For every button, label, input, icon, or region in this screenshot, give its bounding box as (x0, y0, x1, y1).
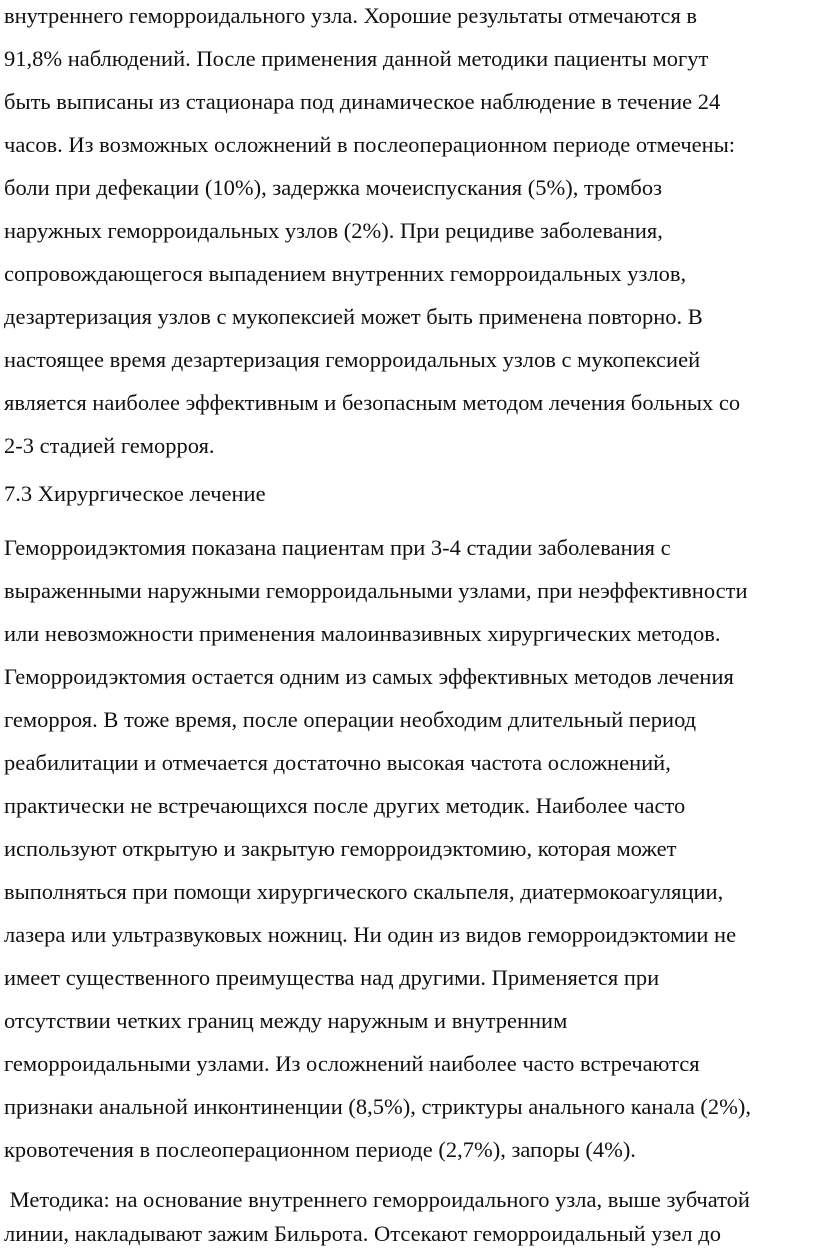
paragraph-2-line: выполняться при помощи хирургического скальпеля, диатермокоагуляции, (4, 879, 724, 904)
paragraph-1-line: быть выписаны из стационара под динамическое наблюдение в течение 24 (4, 89, 721, 114)
paragraph-1-line: часов. Из возможных осложнений в послеоперационном периоде отмечены: (4, 132, 736, 157)
paragraph-1-line: 2-3 стадией геморроя. (4, 433, 215, 458)
paragraph-2-line: геморроидальными узлами. Из осложнений наиболее часто встречаются (4, 1051, 700, 1076)
paragraph-2-line: Геморроидэктомия остается одним из самых эффективных методов лечения (4, 664, 734, 689)
paragraph-3-line: Методика: на основание внутреннего геморроидального узла, выше зубчатой (4, 1187, 750, 1212)
paragraph-1-line: является наиболее эффективным и безопасным методом лечения больных со (4, 390, 741, 415)
paragraph-2-line: отсутствии четких границ между наружным и внутренним (4, 1008, 568, 1033)
paragraph-3-line: линии, накладывают зажим Бильрота. Отсекают геморроидальный узел до (4, 1221, 721, 1246)
paragraph-2-line: геморроя. В тоже время, после операции необходим длительный период (4, 707, 697, 732)
paragraph-2-line: или невозможности применения малоинвазивных хирургических методов. (4, 621, 721, 646)
paragraph-2-line: имеет существенного преимущества над другими. Применяется при (4, 965, 660, 990)
paragraph-2-line: выраженными наружными геморроидальными узлами, при неэффективности (4, 578, 748, 603)
section-heading: 7.3 Хирургическое лечение (4, 481, 266, 506)
paragraph-1-line: наружных геморроидальных узлов (2%). При рецидиве заболевания, (4, 218, 663, 243)
paragraph-1-line: 91,8% наблюдений. После применения данной методики пациенты могут (4, 46, 709, 71)
paragraph-2-line: практически не встречающихся после других методик. Наиболее часто (4, 793, 686, 818)
paragraph-1-line: боли при дефекации (10%), задержка мочеиспускания (5%), тромбоз (4, 175, 663, 200)
paragraph-2-line: используют открытую и закрытую геморроидэктомию, которая может (4, 836, 677, 861)
paragraph-2-line: кровотечения в послеоперационном периоде (2,7%), запоры (4%). (4, 1137, 636, 1162)
paragraph-1-line: настоящее время дезартеризация геморроидальных узлов с мукопексией (4, 347, 701, 372)
paragraph-2-line: лазера или ультразвуковых ножниц. Ни один из видов геморроидэктомии не (4, 922, 737, 947)
paragraph-1-line: внутреннего геморроидального узла. Хорошие результаты отмечаются в (4, 3, 698, 28)
paragraph-1-line: сопровождающегося выпадением внутренних геморроидальных узлов, (4, 261, 687, 286)
paragraph-2-line: признаки анальной инконтиненции (8,5%), стриктуры анального канала (2%), (4, 1094, 752, 1119)
paragraph-2-line: Геморроидэктомия показана пациентам при 3-4 стадии заболевания с (4, 535, 671, 560)
paragraph-1-line: дезартеризация узлов с мукопексией может быть применена повторно. В (4, 304, 703, 329)
paragraph-2-line: реабилитации и отмечается достаточно высокая частота осложнений, (4, 750, 671, 775)
